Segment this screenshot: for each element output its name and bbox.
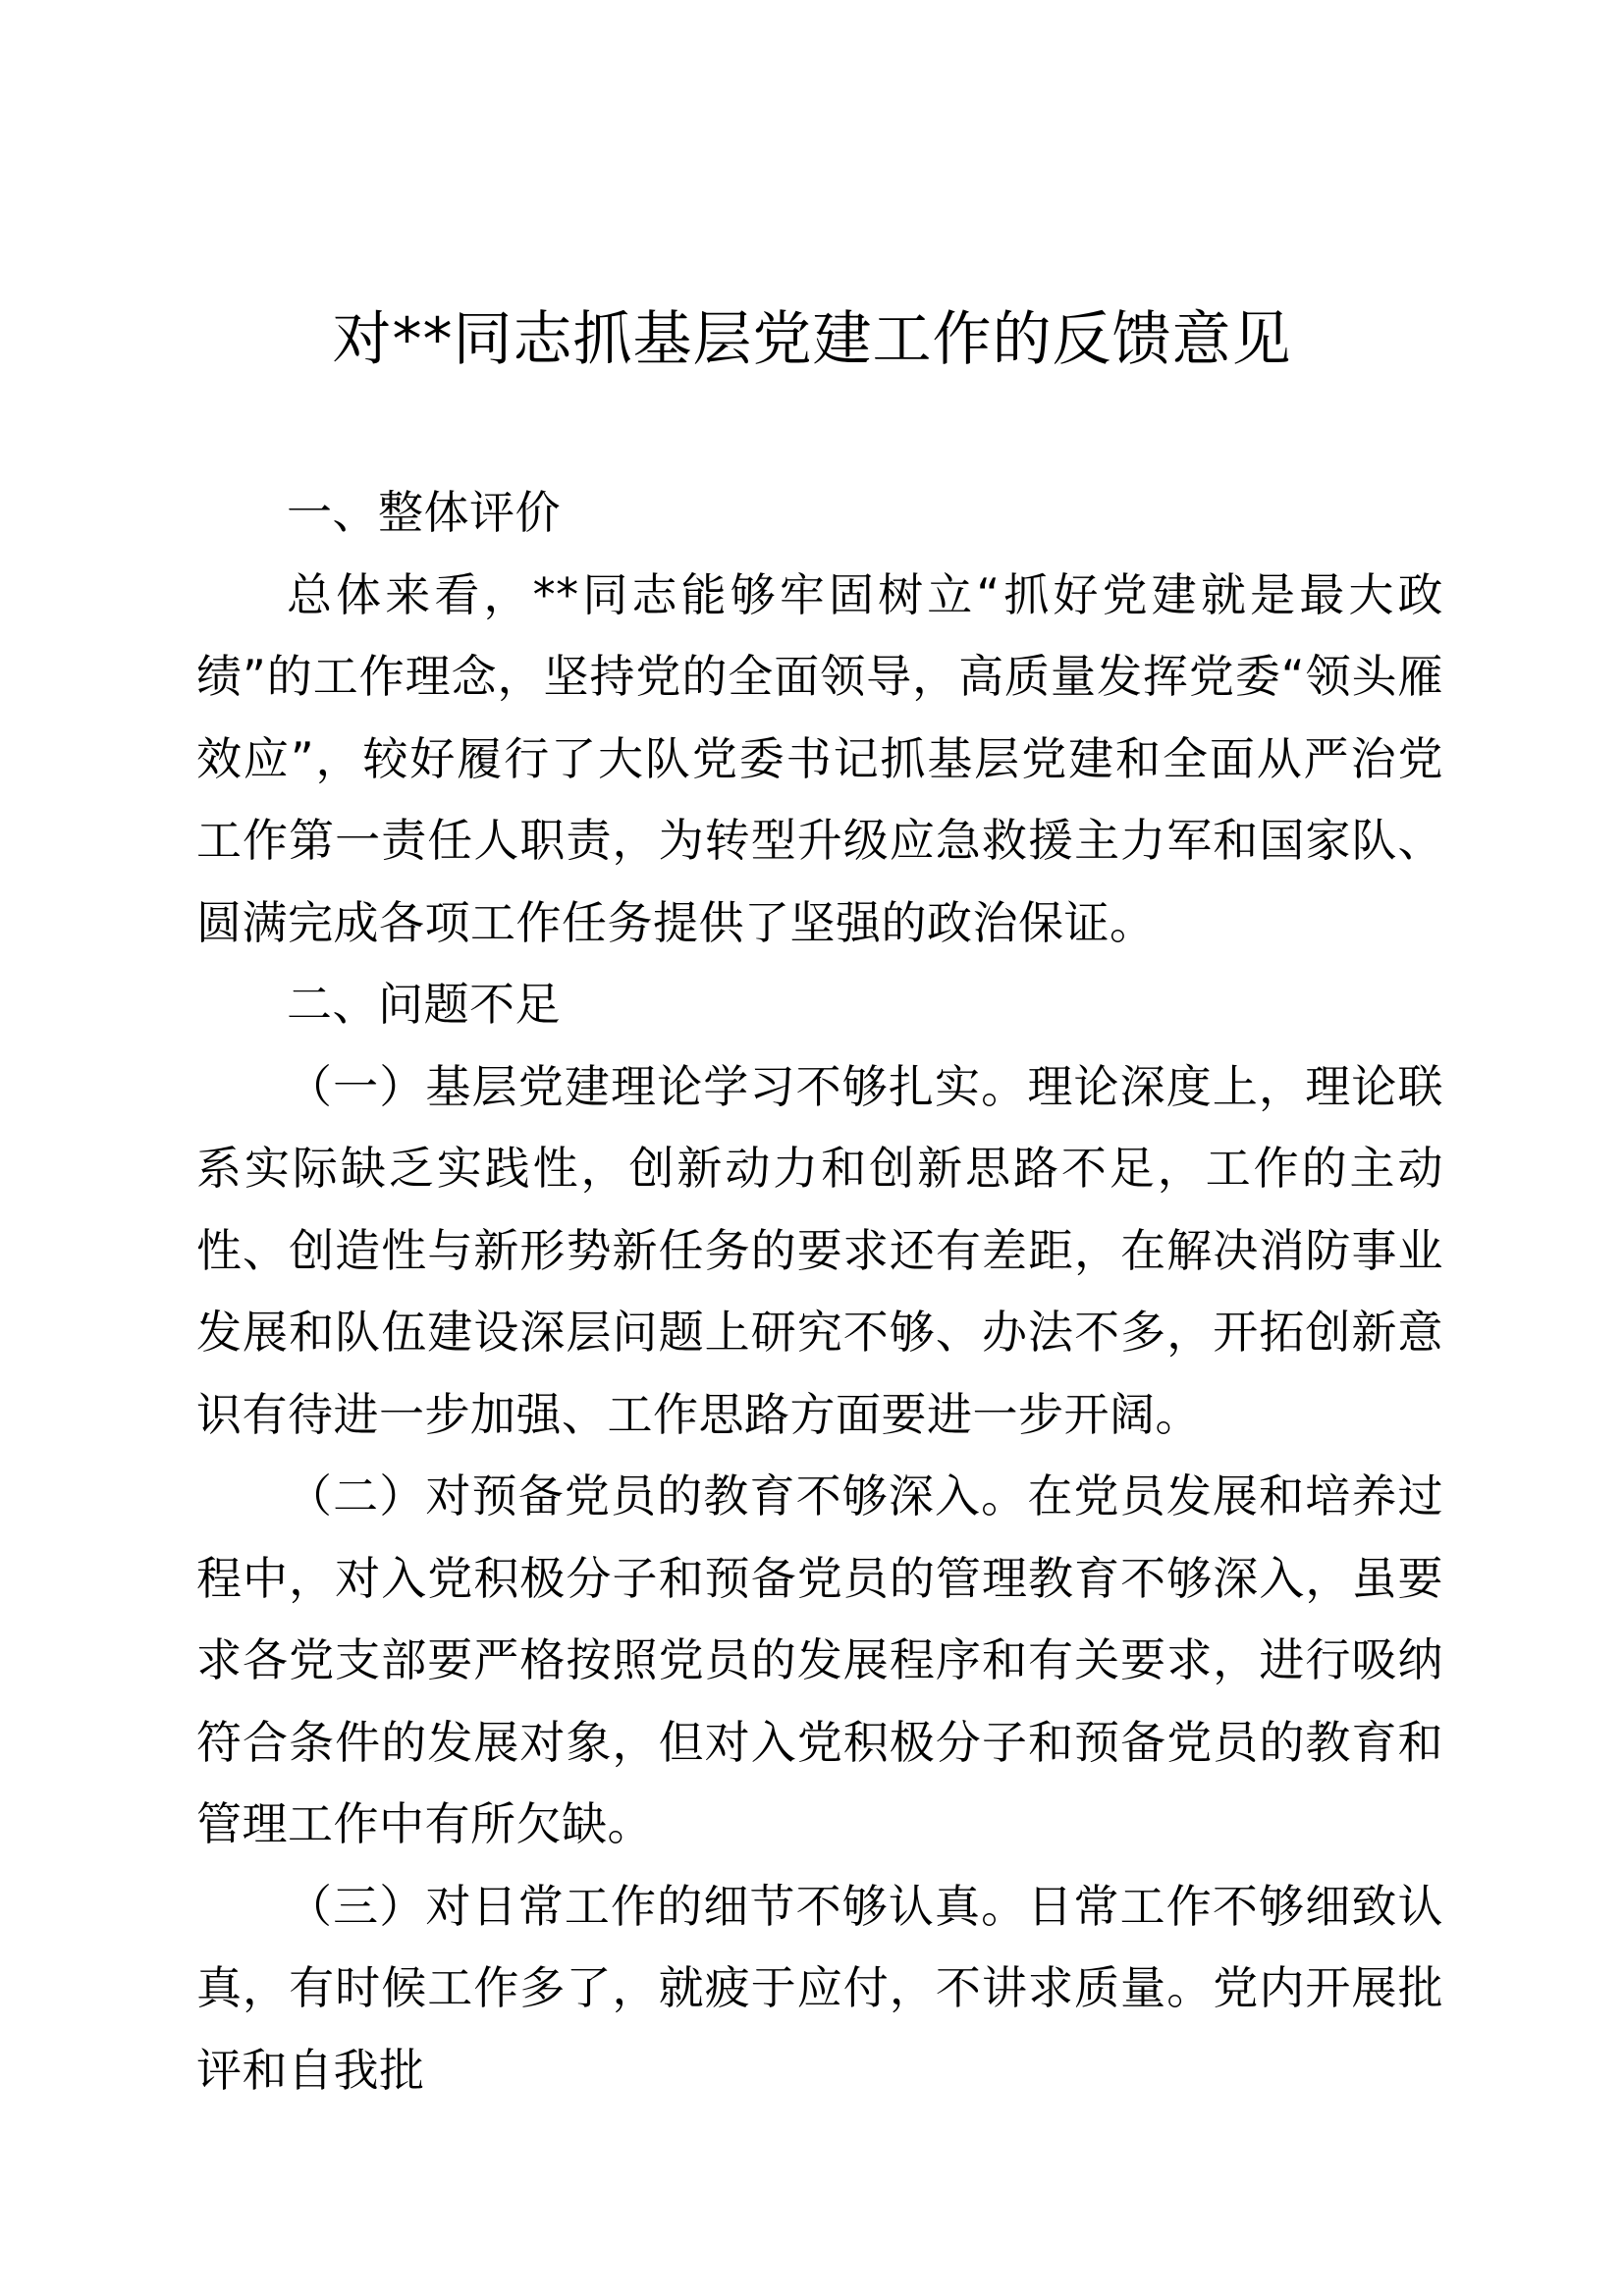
document-body <box>196 472 1443 2111</box>
document-title: 对**同志抓基层党建工作的反馈意见 <box>332 305 1292 374</box>
paragraph-overall-evaluation: 总体来看，**同志能够牢固树立“抓好党建就是最大政绩”的工作理念，坚持党的全面领导，高质量发挥党委“领头雁效应”，较好履行了大队党委书记抓基层党建和全面从严治党工作第一责任人职责，为转型升级应急救援主力军和国家队、圆满完成各项工作任务提供了坚强的政治保证。 <box>196 567 1443 949</box>
paragraph-problem-2: （二）对预备党员的教育不够深入。在党员发展和培养过程中，对入党积极分子和预备党员的管理教育不够深入，虽要求各党支部要严格按照党员的发展程序和有关要求，进行吸纳符合条件的发展对象，但对入党积极分子和预备党员的教育和管理工作中有所欠缺。 <box>196 1469 1443 1850</box>
section-heading-overall-evaluation: 一、整体评价 <box>287 486 561 539</box>
section-heading-problems: 二、问题不足 <box>287 978 561 1031</box>
paragraph-problem-3: （三）对日常工作的细节不够认真。日常工作不够细致认真，有时候工作多了，就疲于应付，不讲求质量。党内开展批评和自我批 <box>196 1879 1443 2097</box>
paragraph-problem-1: （一）基层党建理论学习不够扎实。理论深度上，理论联系实际缺乏实践性，创新动力和创新思路不足，工作的主动性、创造性与新形势新任务的要求还有差距，在解决消防事业发展和队伍建设深层问题上研究不够、办法不多，开拓创新意识有待进一步加强、工作思路方面要进一步开阔。 <box>196 1059 1443 1441</box>
